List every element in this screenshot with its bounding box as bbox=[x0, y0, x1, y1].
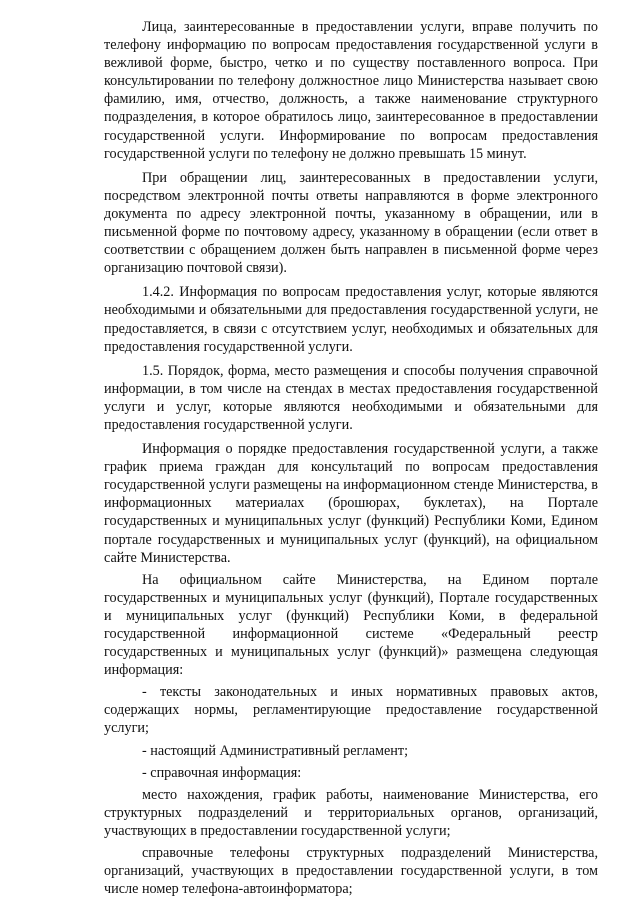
list-item-legal-acts: - тексты законодательных и иных нормативных правовых актов, содержащих нормы, регламентирующие предоставление государственной услуги; bbox=[104, 684, 598, 737]
document-page bbox=[104, 18, 598, 898]
paragraph-phone-consultation: Лица, заинтересованные в предоставлении услуги, вправе получить по телефону информацию по вопросам предоставления государственной услуги в вежливой форме, быстро, четко и по существу поставленного вопроса. При консультировании по телефону должностное лицо Министерства называет свою фамилию, имя, отчество, должность, а также наименование структурного подразделения, в которое обратилось лицо, заинтересованное в предоставлении государственной услуги. Информирование по вопросам предоставления государственной услуги по телефону не должно превышать 15 минут. bbox=[104, 19, 598, 162]
paragraph-official-site: На официальном сайте Министерства, на Едином портале государственных и муниципальных услуг (функций), Портале государственных и муниципальных услуг (функций) Республики Коми, в федеральной государственной информационной системе «Федеральный реестр государственных и муниципальных услуг (функций)» размещена следующая информация: bbox=[104, 571, 598, 679]
paragraph-1-4-2: 1.4.2. Информация по вопросам предоставления услуг, которые являются необходимыми и обязательными для предоставления государственной услуги, не предоставляется, в связи с отсутствием услуг, необходимых и обязательных для предоставления государственной услуги. bbox=[104, 284, 598, 355]
list-item-regulation: - настоящий Административный регламент; bbox=[142, 742, 409, 759]
paragraph-location-schedule: место нахождения, график работы, наименование Министерства, его структурных подразделений и территориальных органов, организаций, участвующих в предоставлении государственной услуги; bbox=[104, 786, 598, 839]
paragraph-info-order: Информация о порядке предоставления государственной услуги, а также график приема граждан для консультаций по вопросам предоставления государственной услуги размещены на информационном стенде Министерства, в информационных материалах (брошюрах, буклетах), на Портале государственных и муниципальных услуг (функций) Республики Коми, Едином портале государственных и муниципальных услуг (функций), на официальном сайте Министерства. bbox=[104, 441, 598, 566]
paragraph-reference-phones: справочные телефоны структурных подразделений Министерства, организаций, участвующих в предоставлении государственной услуги, в том числе номер телефона-автоинформатора; bbox=[104, 845, 598, 898]
paragraph-email-requests: При обращении лиц, заинтересованных в предоставлении услуги, посредством электронной почты ответы направляются в форме электронного документа по адресу электронной почты, указанному в обращении, или в письменной форме по почтовому адресу, указанному в обращении (если ответ в соответствии с обращением должен быть направлен в письменной форме через организацию почтовой связи). bbox=[104, 169, 598, 277]
list-item-reference-info: - справочная информация: bbox=[142, 764, 302, 781]
paragraph-1-5: 1.5. Порядок, форма, место размещения и способы получения справочной информации, в том числе на стендах в местах предоставления государственной услуги и услуг, которые являются необходимыми и обязательными для предоставления государственной услуги. bbox=[104, 362, 598, 433]
